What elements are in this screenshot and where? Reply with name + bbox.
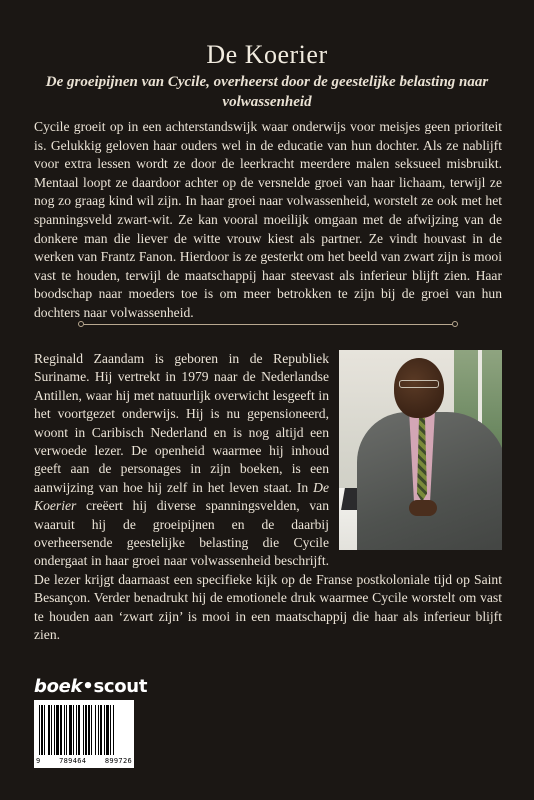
barcode-bar xyxy=(100,705,102,755)
barcode-bar xyxy=(41,705,43,755)
book-subtitle: De groeipijnen van Cycile, overheerst door de geestelijke belasting naar volwassenheid xyxy=(45,74,489,110)
synopsis-text: Cycile groeit op in een achterstandswijk waar onderwijs voor meisjes geen prioriteit is. Gelukkig geloven haar ouders wel in de educatie van hun dochter. Als ze nablijft voor extra lessen wordt ze door de leerkracht meerdere malen seksueel misbruikt. Mentaal loopt ze daardoor achter op de versnelde groei van haar lichaam, terwijl ze nog zo graag kind wil zijn. In haar groei naar volwassenheid, worstelt ze ook met het spanningsveld zwart-wit. Ze kan vooral moeilijk omgaan met de afwijzing van de donkere man die liever de witte vrouw kiest als partner. Ze vindt houvast in de werken van Frantz Fanon. Hierdoor is ze gesterkt om het beeld van zwart zijn is mooi vast te houden, terwijl de maatschappij haar steevast als inferieur blijft zien. Haar boodschap naar moeders toe is om meer betrokken te zijn bij de groei van hun dochters naar volwassenheid. xyxy=(34,119,502,320)
barcode-bar xyxy=(88,705,90,755)
bio-text-part2: creëert hij diverse spanningsvelden, van waaruit hij de groeipijnen en de daarbij overheersende geestelijke belasting die Cycile ondergaat in haar groei naar volwassenheid beschrijft. De lezer krijgt daarnaast een specifieke kijk op de Franse postkoloniale tijd op Saint Besançon. Verder benadrukt hij de emotionele druk waarmee Cycile worstelt om vast te houden aan ‘zwart zijn’ is mooi in een maatschappij die haar als inferieur blijft zien. xyxy=(34,498,502,643)
barcode-bar xyxy=(76,705,77,755)
barcode-bar xyxy=(64,705,65,755)
barcode-bar xyxy=(95,705,96,755)
bio-book-title: De Koerier xyxy=(34,479,329,514)
barcode-number: 9 789464 899726 xyxy=(36,757,132,765)
barcode-bar xyxy=(69,705,72,755)
barcode-bars xyxy=(39,705,129,755)
barcode-bar xyxy=(104,705,105,755)
barcode-bar xyxy=(73,705,74,755)
barcode-bar xyxy=(83,705,84,755)
isbn-barcode xyxy=(34,700,134,768)
barcode-bar xyxy=(60,705,62,755)
ornamental-divider xyxy=(78,321,458,329)
barcode-bar xyxy=(66,705,67,755)
barcode-bar xyxy=(98,705,99,755)
barcode-bar xyxy=(85,705,87,755)
barcode-bar xyxy=(113,705,114,755)
barcode-bar xyxy=(39,705,40,755)
barcode-bar xyxy=(91,705,92,755)
barcode-bar xyxy=(48,705,50,755)
bio-text-part1: Reginald Zaandam is geboren in de Republiek Suriname. Hij vertrekt in 1979 naar de Nederlandse Antillen, waar hij met natuurlijk overwicht lesgeeft in het voortgezet onderwijs. Hij is nu gepensioneerd, woont in Caribisch Nederland en is nog altijd een verwoede lezer. De openheid waarmee hij inhoud geeft aan de personages in zijn boeken, is een aanwijzing van hoe hij zelf in het leven staat. In xyxy=(34,351,329,495)
author-photo xyxy=(339,350,502,550)
barcode-bar xyxy=(106,705,109,755)
barcode-bar xyxy=(44,705,45,755)
barcode-bar xyxy=(78,705,80,755)
barcode-bar xyxy=(51,705,52,755)
barcode-bar xyxy=(56,705,59,755)
author-bio xyxy=(34,350,502,645)
barcode-bar xyxy=(54,705,55,755)
barcode-bar xyxy=(110,705,111,755)
book-title: De Koerier xyxy=(206,40,328,69)
publisher-logo: boek•scout xyxy=(34,676,148,697)
